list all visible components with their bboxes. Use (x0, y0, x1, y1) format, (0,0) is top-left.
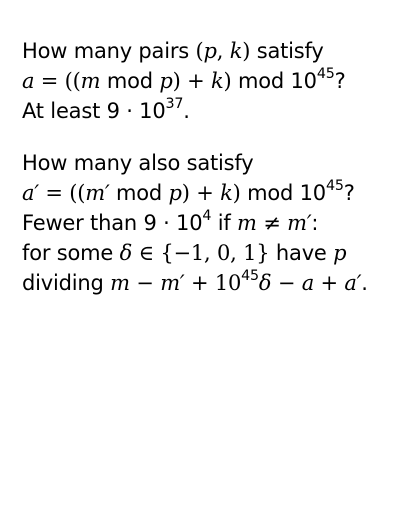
question-block-2 (22, 148, 386, 298)
question-2-line-4: for some δ ∈ {−1, 0, 1} have p (22, 241, 347, 265)
question-2-line-3: Fewer than $9 \cdot 10^4$ if m ≠ m′: (22, 207, 319, 235)
question-block-1 (22, 36, 386, 126)
question-2-line-2: a′ = ((m′ mod p) + k) mod $10^{45}$? (22, 177, 355, 205)
question-1-line-3: At least $9 \cdot 10^{37}$. (22, 95, 190, 123)
question-2-line-5: dividing $m - m' + 10^{45}\delta - a + a'$. (22, 267, 368, 295)
question-2-line-1: How many also satisfy (22, 151, 254, 175)
question-1-line-1: How many pairs (p, k) satisfy (22, 39, 324, 63)
question-1-line-2: a = ((m mod p) + k) mod $10^{45}$? (22, 65, 346, 93)
q1-text-a: How many pairs (22, 39, 196, 63)
